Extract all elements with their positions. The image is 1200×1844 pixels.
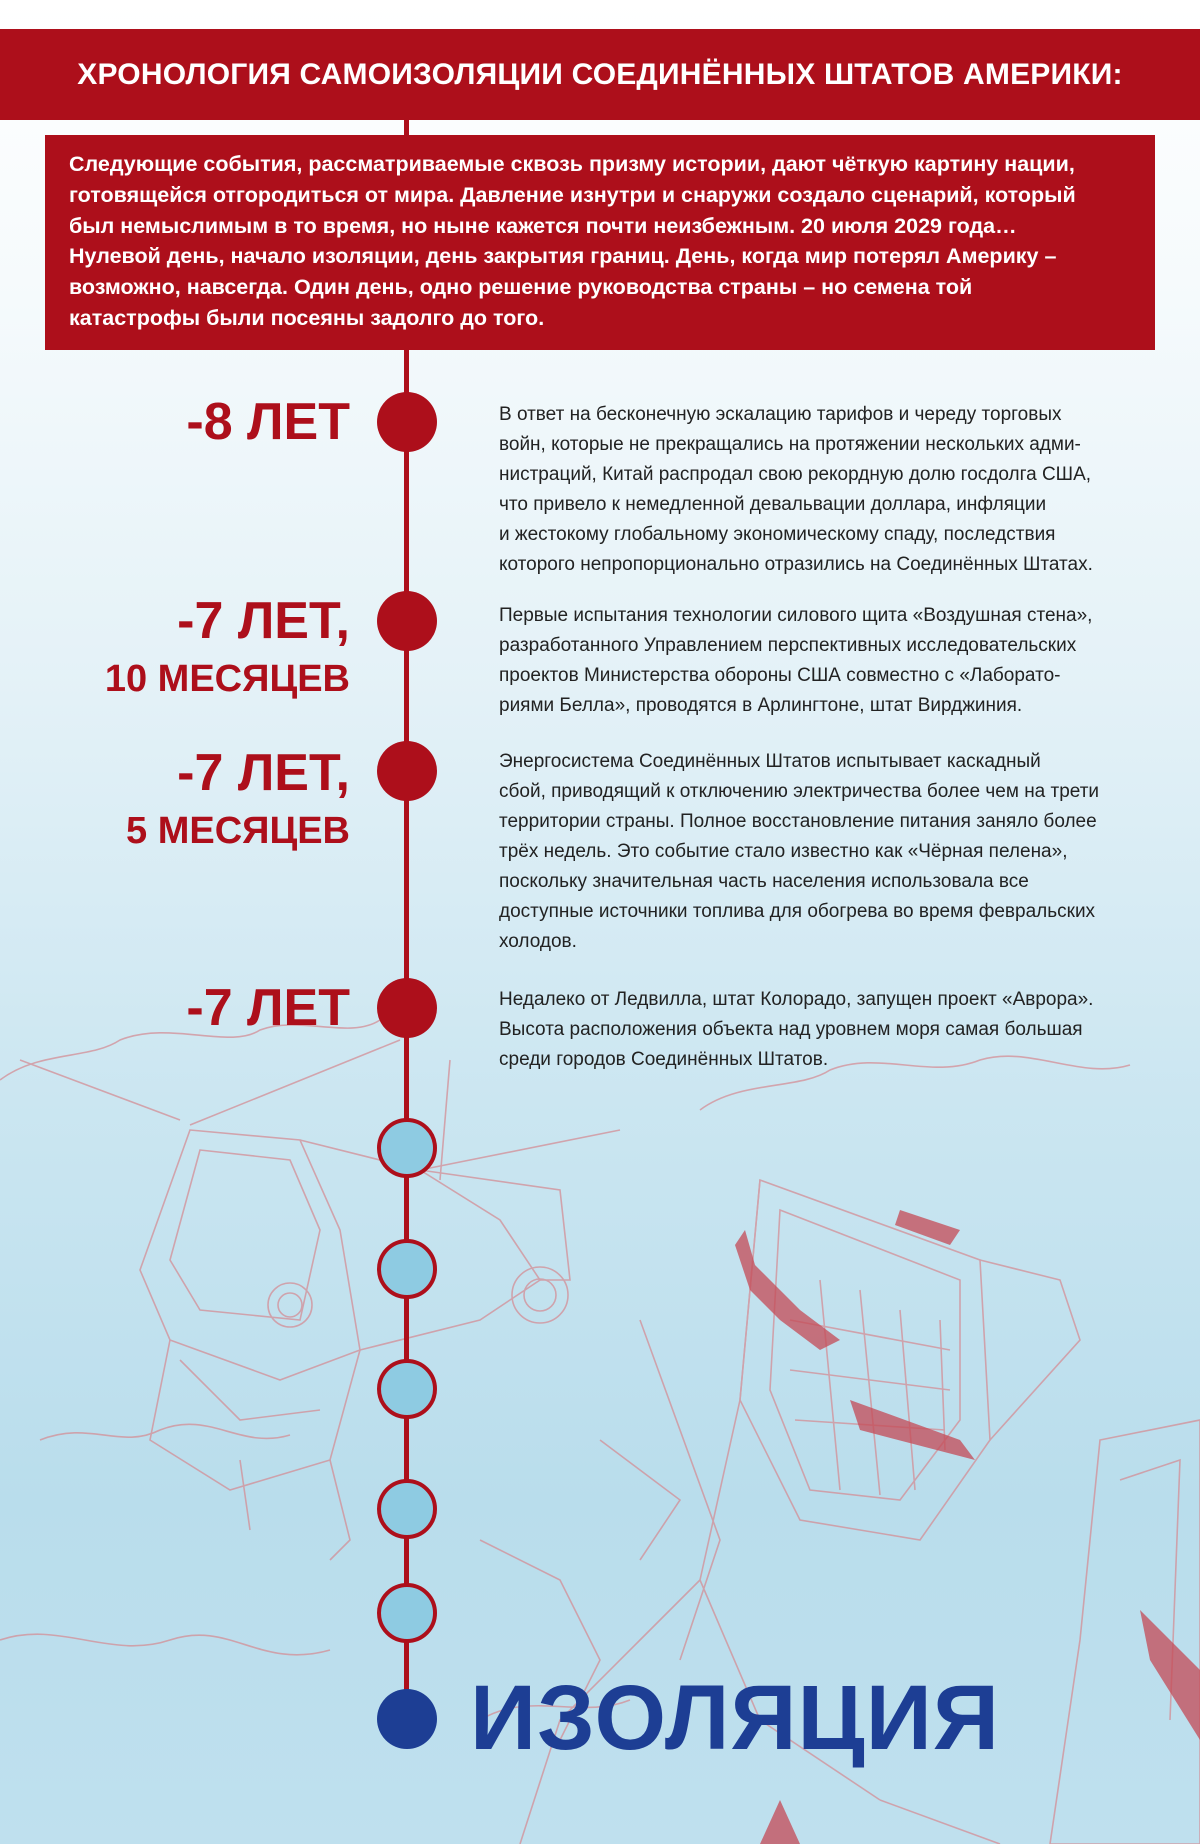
intro-line: катастрофы были посеяны задолго до того.: [69, 305, 545, 330]
timeline-text-line: Высота расположения объекта над уровнем моря самая большая: [499, 1019, 1083, 1040]
timeline-empty-dot: [377, 1359, 437, 1419]
timeline-label-sub: 5 МЕСЯЦЕВ: [126, 810, 350, 852]
timeline-text-line: Недалеко от Ледвилла, штат Колорадо, запущен проект «Аврора».: [499, 989, 1094, 1010]
intro-line: готовящейся отгородиться от мира. Давление изнутри и снаружи создало сценарий, который: [69, 182, 1076, 207]
timeline-label: [105, 593, 350, 701]
timeline-text-line: холодов.: [499, 931, 577, 952]
timeline-text-line: трёх недель. Это событие стало известно как «Чёрная пелена»,: [499, 841, 1068, 862]
timeline-text: [499, 400, 1159, 580]
intro-box: [45, 135, 1155, 350]
timeline-empty-dot: [377, 1479, 437, 1539]
timeline-final-dot: [377, 1689, 437, 1749]
timeline-label-main: -8 ЛЕТ: [186, 393, 350, 451]
timeline-text-line: поскольку значительная часть населения использовала все: [499, 871, 1029, 892]
timeline-dot: [377, 591, 437, 651]
timeline-text-line: нистраций, Китай распродал свою рекордную долю госдолга США,: [499, 464, 1092, 485]
timeline-label-main: -7 ЛЕТ,: [177, 592, 350, 650]
timeline-text-line: Первые испытания технологии силового щита «Воздушная стена»,: [499, 605, 1093, 626]
timeline-label: [186, 394, 350, 450]
timeline-dot: [377, 392, 437, 452]
timeline-text: [499, 601, 1159, 721]
timeline-text-line: и жестокому глобальному экономическому спаду, последствия: [499, 524, 1056, 545]
timeline-dot: [377, 741, 437, 801]
timeline-spine: [404, 120, 409, 1710]
timeline-label: [126, 745, 350, 853]
timeline-text-line: что привело к немедленной девальвации доллара, инфляции: [499, 494, 1047, 515]
timeline-text-line: разработанного Управлением перспективных исследовательских: [499, 635, 1077, 656]
timeline-label: [186, 980, 350, 1036]
timeline-text-line: риями Белла», проводятся в Арлингтоне, штат Вирджиния.: [499, 695, 1023, 716]
intro-line: Нулевой день, начало изоляции, день закрытия границ. День, когда мир потерял Америку –: [69, 244, 1057, 269]
timeline-text-line: среди городов Соединённых Штатов.: [499, 1049, 829, 1070]
timeline-empty-dot: [377, 1583, 437, 1643]
timeline-text-line: которого непропорционально отразились на Соединённых Штатах.: [499, 554, 1093, 575]
timeline-empty-dot: [377, 1239, 437, 1299]
timeline-text-line: сбой, приводящий к отключению электричества более чем на трети: [499, 781, 1100, 802]
timeline-text-line: Энергосистема Соединённых Штатов испытывает каскадный: [499, 751, 1041, 772]
timeline-label-main: -7 ЛЕТ: [186, 979, 350, 1037]
timeline-text: [499, 747, 1159, 957]
intro-line: был немыслимым в то время, но ныне кажется почти неизбежным. 20 июля 2029 года…: [69, 213, 1017, 238]
intro-line: Следующие события, рассматриваемые сквозь призму истории, дают чёткую картину нации,: [69, 152, 1075, 176]
final-label: ИЗОЛЯЦИЯ: [470, 1667, 1000, 1769]
timeline-text: [499, 985, 1159, 1075]
timeline-text-line: войн, которые не прекращались на протяжении нескольких адми-: [499, 434, 1081, 455]
timeline-text-line: В ответ на бесконечную эскалацию тарифов и череду торговых: [499, 404, 1062, 425]
timeline-label-main: -7 ЛЕТ,: [177, 744, 350, 802]
page-title: ХРОНОЛОГИЯ САМОИЗОЛЯЦИИ СОЕДИНЁННЫХ ШТАТОВ АМЕРИКИ:: [0, 29, 1200, 120]
timeline-empty-dot: [377, 1118, 437, 1178]
timeline-text-line: территории страны. Полное восстановление питания заняло более: [499, 811, 1097, 832]
timeline-text-line: доступные источники топлива для обогрева во время февральских: [499, 901, 1096, 922]
intro-line: возможно, навсегда. Один день, одно решение руководства страны – но семена той: [69, 275, 973, 300]
timeline-label-sub: 10 МЕСЯЦЕВ: [104, 658, 350, 700]
timeline-dot: [377, 978, 437, 1038]
timeline-text-line: проектов Министерства обороны США совместно с «Лаборато-: [499, 665, 1061, 686]
